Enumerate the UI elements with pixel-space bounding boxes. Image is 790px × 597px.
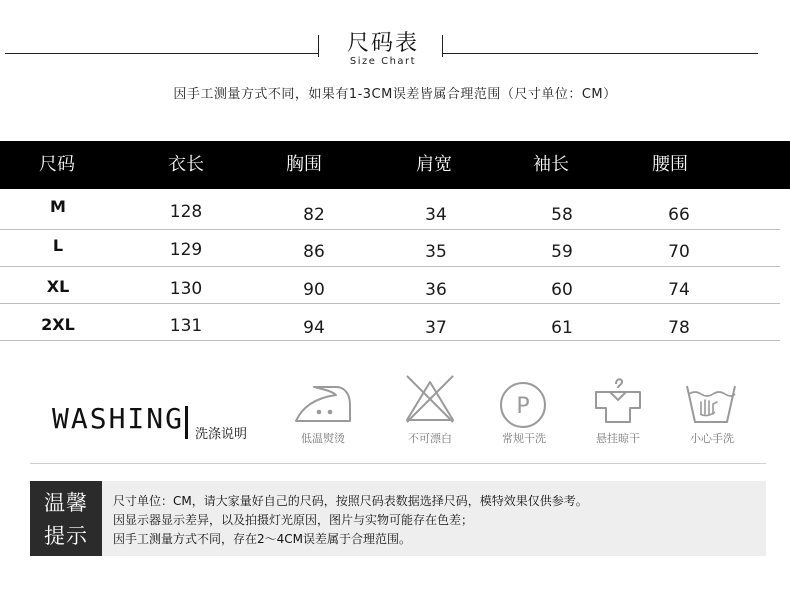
size-cell: L xyxy=(52,236,64,255)
title-tick-left xyxy=(318,35,319,57)
table-cell: 94 xyxy=(303,318,325,338)
svg-text:P: P xyxy=(516,394,530,419)
tips-badge-line1: 温馨 xyxy=(44,491,88,515)
tip-line: 尺寸单位：CM，请大家量好自己的尺码，按照尺码表数据选择尺码，模特效果仅供参考。 xyxy=(113,494,588,508)
table-cell: 59 xyxy=(551,242,573,262)
size-cell: M xyxy=(50,197,66,216)
no-bleach-icon xyxy=(401,372,459,426)
hang-dry-icon xyxy=(590,374,646,426)
table-cell: 34 xyxy=(425,205,447,225)
table-cell: 66 xyxy=(668,205,690,225)
table-cell: 36 xyxy=(425,280,447,300)
tip-line: 因手工测量方式不同，存在2～4CM误差属于合理范围。 xyxy=(113,532,412,546)
table-cell: 78 xyxy=(668,318,690,338)
row-divider xyxy=(0,229,780,230)
row-divider xyxy=(0,266,780,267)
col-header-shoulder: 肩宽 xyxy=(416,154,452,175)
row-divider xyxy=(0,303,780,304)
col-header-size: 尺码 xyxy=(39,154,75,175)
col-header-chest: 胸围 xyxy=(286,154,322,175)
col-header-length: 衣长 xyxy=(168,154,204,175)
tip-line: 因显示器显示差异，以及拍摄灯光原因，图片与实物可能存在色差； xyxy=(113,513,474,527)
icon-label: 不可漂白 xyxy=(408,432,452,445)
table-cell: 70 xyxy=(668,242,690,262)
table-cell: 129 xyxy=(169,240,203,260)
table-cell: 74 xyxy=(668,280,690,300)
title-rule-right xyxy=(442,53,758,54)
icon-label: 小心手洗 xyxy=(690,432,734,445)
title-rule-left xyxy=(5,53,318,54)
washing-divider xyxy=(185,406,188,439)
icon-label: 低温熨烫 xyxy=(301,432,345,445)
dry-clean-icon xyxy=(498,380,548,430)
tips-badge-line2: 提示 xyxy=(44,524,88,548)
table-cell: 128 xyxy=(169,202,203,222)
row-divider xyxy=(0,340,780,341)
table-cell: 58 xyxy=(551,205,573,225)
page-title: 尺码表 xyxy=(346,31,419,56)
table-cell: 130 xyxy=(169,279,203,299)
page-subtitle: Size Chart xyxy=(349,56,417,67)
icon-label: 常规干洗 xyxy=(502,432,546,445)
table-cell: 131 xyxy=(169,316,203,336)
table-cell: 61 xyxy=(551,318,573,338)
washing-title: WASHING xyxy=(52,402,185,435)
table-cell: 60 xyxy=(551,280,573,300)
table-cell: 37 xyxy=(425,318,447,338)
low-temp-iron-icon xyxy=(292,383,354,425)
table-cell: 90 xyxy=(303,280,325,300)
col-header-sleeve: 袖长 xyxy=(533,154,569,175)
icon-label: 悬挂晾干 xyxy=(596,432,640,445)
hand-wash-icon xyxy=(683,380,739,426)
table-cell: 82 xyxy=(303,205,325,225)
size-cell: XL xyxy=(46,277,70,296)
washing-subtitle: 洗涤说明 xyxy=(195,427,248,442)
measurement-note: 因手工测量方式不同，如果有1-3CM误差皆属合理范围（尺寸单位：CM） xyxy=(173,87,617,102)
col-header-waist: 腰围 xyxy=(652,154,688,175)
section-separator xyxy=(30,463,766,464)
size-cell: 2XL xyxy=(41,315,75,334)
table-cell: 35 xyxy=(425,242,447,262)
table-cell: 86 xyxy=(303,242,325,262)
